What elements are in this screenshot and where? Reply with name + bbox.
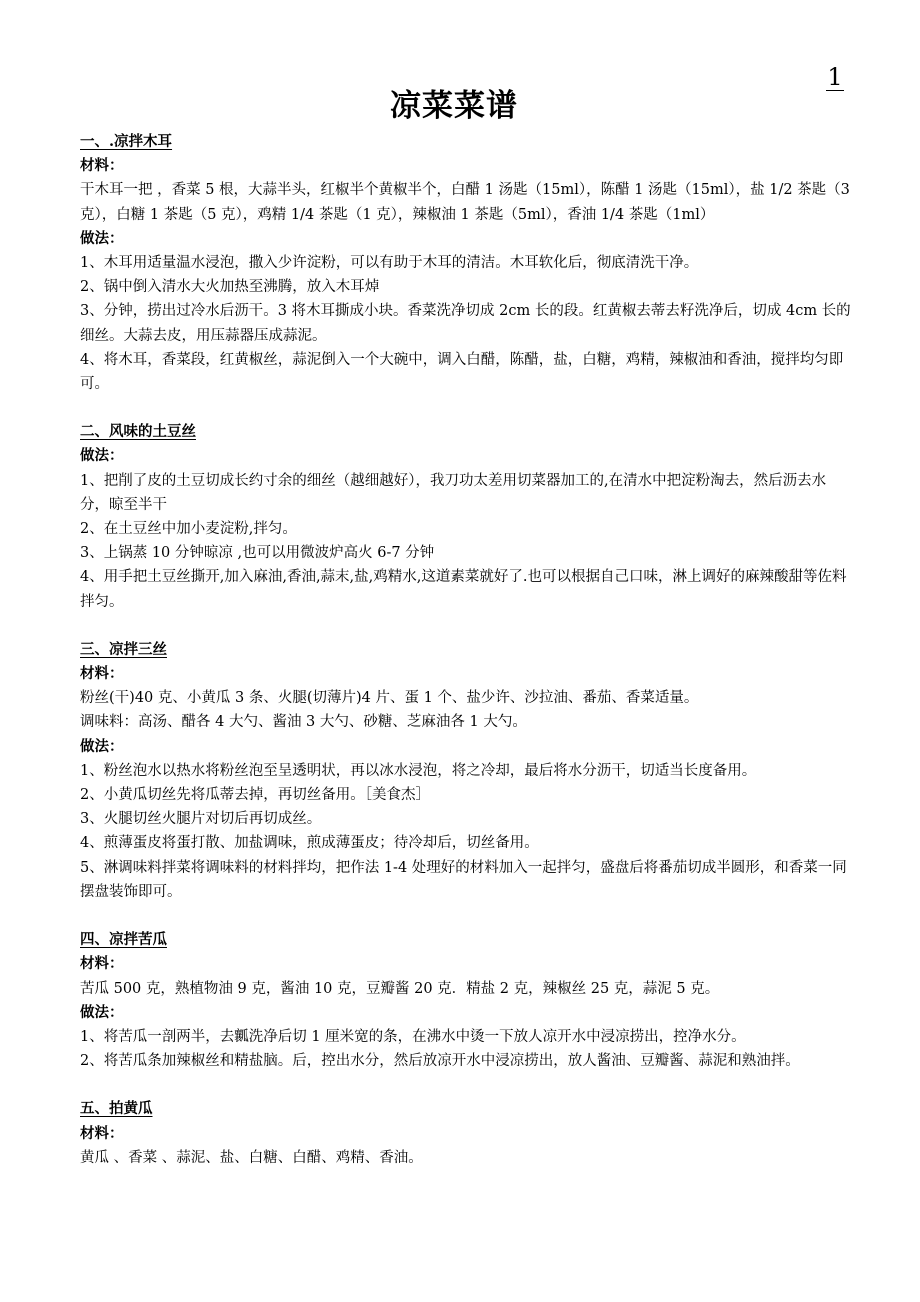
method-step: 5、淋调味料拌菜将调味料的材料拌均，把作法 1-4 处理好的材料加入一起拌匀，盛盘后将番茄切成半圆形，和香菜一同摆盘装饰即可。 — [80, 859, 847, 900]
recipe-section — [80, 420, 852, 614]
method-step: 4、用手把土豆丝撕开,加入麻油,香油,蒜末,盐,鸡精水,这道素菜就好了.也可以根据自己口味，淋上调好的麻辣酸甜等佐料拌匀。 — [80, 569, 847, 610]
recipe-section — [80, 928, 852, 1073]
materials-text: 调味料：高汤、醋各 4 大勺、酱油 3 大勺、砂糖、芝麻油各 1 大勺。 — [80, 714, 527, 731]
materials-label: 材料： — [80, 1124, 124, 1142]
materials-label: 材料： — [80, 955, 124, 973]
method-step: 1、粉丝泡水以热水将粉丝泡至呈透明状，再以冰水浸泡，将之冷却，最后将水分沥干，切适当长度备用。 — [80, 762, 757, 779]
recipe-section — [80, 1097, 852, 1170]
recipe-section — [80, 130, 852, 396]
materials-text: 粉丝(干)40 克、小黄瓜 3 条、火腿(切薄片)4 片、蛋 1 个、盐少许、沙拉油、番茄、香菜适量。 — [80, 690, 699, 707]
method-label: 做法： — [80, 229, 124, 247]
materials-label: 材料： — [80, 665, 124, 683]
method-label: 做法： — [80, 737, 124, 755]
method-step: 1、木耳用适量温水浸泡，撒入少许淀粉，可以有助于木耳的清洁。木耳软化后，彻底清洗干净。 — [80, 255, 699, 272]
section-heading: 一、.凉拌木耳 — [80, 133, 173, 150]
section-heading: 三、凉拌三丝 — [80, 640, 167, 658]
method-step: 2、锅中倒入清水大火加热至沸腾，放入木耳焯 — [80, 279, 380, 296]
materials-text: 黄瓜 、香菜 、蒜泥、盐、白糖、白醋、鸡精、香油。 — [80, 1149, 423, 1166]
method-step: 2、小黄瓜切丝先将瓜蒂去掉，再切丝备用。［美食杰］ — [80, 787, 430, 804]
method-step: 3、火腿切丝火腿片对切后再切成丝。 — [80, 811, 322, 828]
section-heading: 五、拍黄瓜 — [80, 1100, 153, 1118]
method-step: 3、上锅蒸 10 分钟晾凉 ,也可以用微波炉高火 6-7 分钟 — [80, 545, 435, 562]
method-label: 做法： — [80, 1003, 124, 1021]
method-step: 4、煎薄蛋皮将蛋打散、加盐调味，煎成薄蛋皮；待冷却后，切丝备用。 — [80, 835, 539, 852]
materials-text: 干木耳一把 ，香菜 5 根，大蒜半头，红椒半个黄椒半个，白醋 1 汤匙（15ml），陈醋 1 汤匙（15ml），盐 1/2 茶匙（3 克），白糖 1 茶匙（5 克），鸡精 1/4 茶匙（1 克），辣椒油 1 茶匙（5ml），香油 1/4 茶匙（1ml） — [80, 182, 850, 223]
page-number: 1 — [827, 63, 843, 91]
materials-text: 苦瓜 500 克，熟植物油 9 克，酱油 10 克，豆瓣酱 20 克．精盐 2 克，辣椒丝 25 克，蒜泥 5 克。 — [80, 980, 720, 997]
method-step: 1、把削了皮的土豆切成长约寸余的细丝（越细越好），我刀功太差用切菜器加工的,在清水中把淀粉淘去，然后沥去水分，晾至半干 — [80, 472, 827, 513]
materials-label: 材料： — [80, 157, 124, 175]
method-step: 3、分钟，捞出过冷水后沥干。3 将木耳撕成小块。香菜洗净切成 2cm 长的段。红黄椒去蒂去籽洗净后，切成 4cm 长的细丝。大蒜去皮，用压蒜器压成蒜泥。 — [80, 303, 851, 344]
section-heading: 四、凉拌苦瓜 — [80, 931, 167, 949]
recipe-list — [80, 130, 852, 1170]
section-heading: 二、风味的土豆丝 — [80, 423, 196, 441]
recipe-section — [80, 638, 852, 904]
method-step: 1、将苦瓜一剖两半，去瓤洗净后切 1 厘米宽的条，在沸水中烫一下放人凉开水中浸凉捞出，控净水分。 — [80, 1028, 746, 1045]
method-label: 做法： — [80, 447, 124, 465]
method-step: 4、将木耳，香菜段，红黄椒丝，蒜泥倒入一个大碗中，调入白醋，陈醋，盐，白糖，鸡精，辣椒油和香油，搅拌均匀即可。 — [80, 351, 844, 393]
method-step: 2、在土豆丝中加小麦淀粉,拌匀。 — [80, 521, 297, 538]
page-title: 凉菜菜谱 — [390, 88, 518, 124]
method-step: 2、将苦瓜条加辣椒丝和精盐脑。后，控出水分，然后放凉开水中浸凉捞出，放人酱油、豆瓣酱、蒜泥和熟油拌。 — [80, 1053, 800, 1070]
